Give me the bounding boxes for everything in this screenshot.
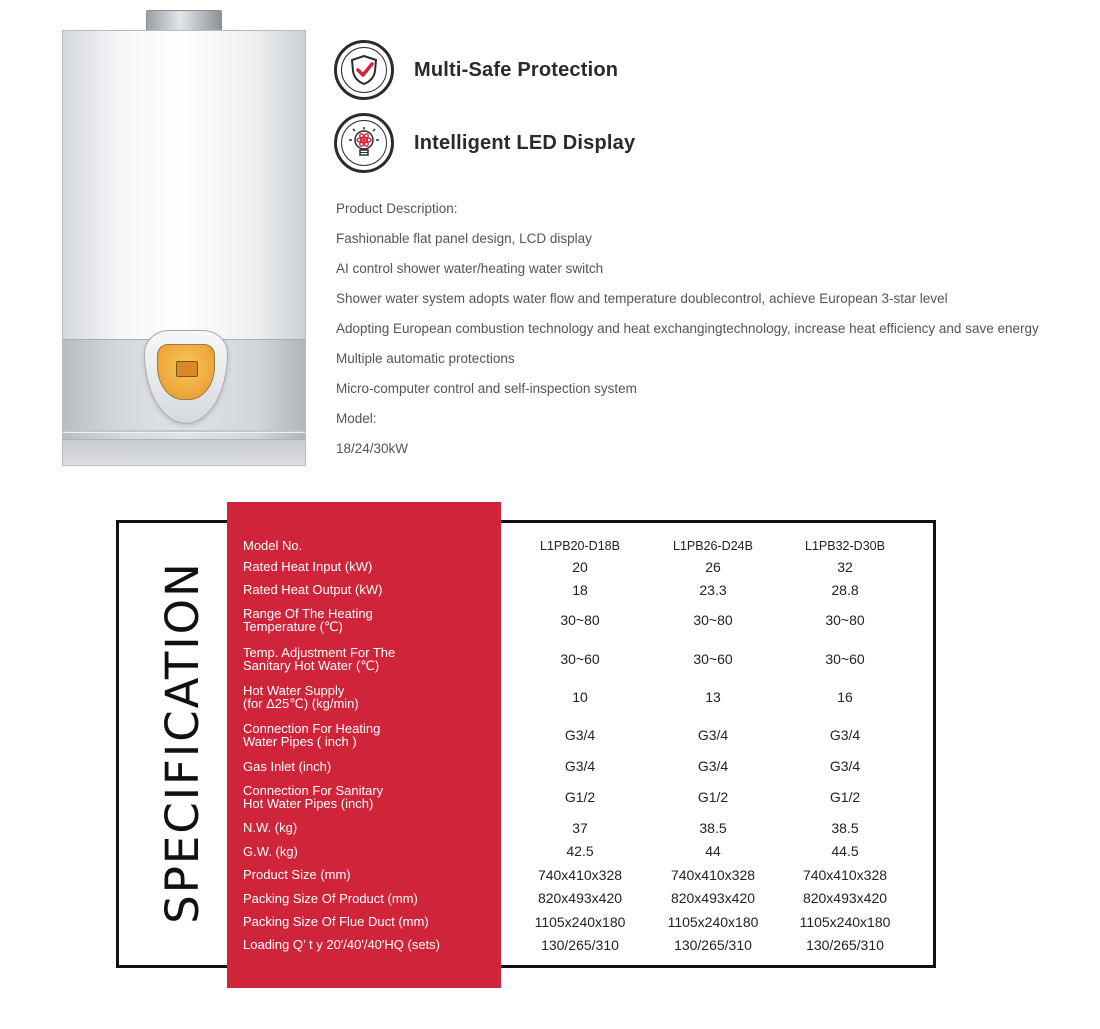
spec-label-line: Product Size (mm): [243, 867, 351, 882]
spec-value: 28.8: [831, 581, 859, 598]
spec-value: 740x410x328: [537, 866, 623, 883]
spec-value: G3/4: [564, 727, 596, 743]
description-line: Adopting European combustion technology and heat exchangingtechnology, increase heat efficiency and save energy: [336, 321, 1039, 336]
feature-multi-safe: [334, 40, 618, 100]
spec-value: 20: [572, 558, 588, 575]
spec-label-line: Water Pipes ( inch ): [243, 734, 357, 749]
description-line: Fashionable flat panel design, LCD display: [336, 231, 592, 246]
spec-row: [243, 816, 859, 839]
spec-label: [243, 784, 513, 810]
spec-value: 820x493x420: [802, 890, 888, 906]
spec-label: [243, 646, 513, 672]
spec-model-number: L1PB20-D18B: [540, 538, 620, 553]
led-bulb-icon: [347, 126, 381, 160]
spec-title: SPECIFICATION: [155, 560, 209, 924]
spec-value: 1105x240x180: [799, 913, 891, 930]
spec-label-line: Hot Water Supply: [243, 683, 345, 698]
spec-value: 30~60: [693, 650, 733, 667]
spec-label-line: Rated Heat Input (kW): [243, 559, 373, 574]
spec-label-line: Model No.: [243, 538, 303, 553]
model-heading: Model:: [336, 411, 377, 426]
description-line: Micro-computer control and self-inspection system: [336, 381, 637, 396]
spec-row: [243, 863, 888, 886]
spec-value: G3/4: [564, 758, 596, 774]
spec-model-number: L1PB26-D24B: [673, 538, 753, 553]
feature-label: Intelligent LED Display: [414, 131, 636, 154]
spec-label: [243, 892, 513, 905]
spec-label-line: G.W. (kg): [243, 843, 298, 859]
description-line: Multiple automatic protections: [336, 351, 515, 366]
spec-label-line: Range Of The Heating: [243, 606, 373, 621]
spec-value: G3/4: [829, 758, 861, 774]
spec-value: 44: [705, 843, 721, 859]
spec-model-number: L1PB32-D30B: [805, 538, 885, 553]
spec-label-line: Packing Size Of Flue Duct (mm): [243, 914, 429, 929]
spec-value: G3/4: [829, 727, 861, 743]
spec-row: [243, 639, 865, 678]
product-image: [62, 10, 306, 466]
spec-label-line: Temp. Adjustment For The: [243, 644, 396, 660]
spec-value: G3/4: [697, 758, 729, 774]
spec-value: 30~60: [560, 650, 600, 667]
model-value: 18/24/30kW: [336, 441, 409, 456]
spec-value: 42.5: [566, 843, 594, 859]
spec-value: 38.5: [831, 819, 859, 836]
spec-label-line: Connection For Heating: [243, 721, 381, 736]
spec-value: 820x493x420: [670, 890, 756, 906]
spec-value: 130/265/310: [806, 936, 884, 953]
spec-value: 30~80: [560, 612, 600, 628]
spec-row: [243, 910, 891, 933]
spec-value: 10: [572, 689, 588, 705]
spec-value: 30~60: [825, 650, 865, 667]
spec-value: G1/2: [564, 789, 596, 805]
spec-value: 13: [705, 689, 721, 705]
spec-row: [243, 754, 861, 778]
flue-pipe: [146, 10, 222, 32]
spec-label-line: Temperature (℃): [243, 619, 343, 634]
spec-label-line: Rated Heat Output (kW): [243, 582, 383, 597]
product-description: [336, 199, 1076, 469]
spec-value: G1/2: [829, 789, 861, 805]
spec-label: [243, 607, 513, 633]
spec-label-line: Loading Q’ t y 20'/40'/40'HQ (sets): [243, 937, 441, 952]
spec-label: [243, 821, 513, 834]
spec-row: [243, 886, 888, 910]
spec-label-line: Sanitary Hot Water (℃): [243, 657, 380, 673]
spec-label: [243, 915, 513, 928]
spec-value: 30~80: [693, 612, 733, 628]
spec-row: [243, 716, 861, 754]
spec-value: 32: [837, 558, 853, 575]
spec-label: [243, 868, 513, 881]
spec-value: 130/265/310: [674, 936, 752, 953]
feature-label: Multi-Safe Protection: [414, 58, 619, 81]
spec-label: [243, 938, 513, 951]
spec-value: 740x410x328: [802, 866, 888, 883]
spec-label-line: Packing Size Of Product (mm): [243, 890, 418, 906]
spec-row: [243, 933, 884, 956]
spec-label-line: N.W. (kg): [243, 820, 298, 835]
spec-value: 1105x240x180: [667, 913, 759, 930]
spec-row: [243, 555, 853, 578]
spec-label-line: (for Δ25℃) (kg/min): [243, 696, 359, 711]
spec-label: [243, 560, 513, 573]
spec-header-row: [243, 536, 885, 555]
spec-row: [243, 678, 853, 716]
spec-label: [243, 845, 513, 858]
spec-label: [243, 722, 513, 748]
spec-value: 37: [572, 819, 588, 836]
spec-table: [243, 536, 891, 956]
spec-value: G3/4: [697, 727, 729, 743]
spec-row: [243, 778, 861, 816]
spec-label: [243, 583, 513, 596]
spec-value: 130/265/310: [541, 936, 619, 953]
spec-value: 26: [705, 558, 721, 575]
description-heading: Product Description:: [336, 201, 458, 216]
spec-value: 18: [572, 581, 588, 598]
spec-row: [243, 839, 859, 863]
spec-value: 44.5: [831, 843, 859, 859]
shield-check-icon: [349, 54, 379, 86]
spec-label: [243, 539, 513, 552]
description-line: AI control shower water/heating water switch: [336, 261, 604, 276]
spec-label: [243, 760, 513, 773]
spec-value: 23.3: [699, 581, 727, 598]
spec-value: 1105x240x180: [534, 913, 626, 930]
feature-led-display: [334, 113, 635, 173]
spec-row: [243, 601, 865, 639]
spec-value: 38.5: [699, 819, 727, 836]
spec-label-line: Hot Water Pipes (inch): [243, 796, 374, 811]
spec-value: 820x493x420: [537, 890, 623, 906]
spec-value: 16: [837, 689, 853, 705]
spec-value: G1/2: [697, 789, 729, 805]
spec-label: [243, 684, 513, 710]
spec-value: 30~80: [825, 612, 865, 628]
description-line: Shower water system adopts water flow and temperature doublecontrol, achieve European 3-star level: [336, 291, 948, 306]
spec-label-line: Gas Inlet (inch): [243, 758, 332, 774]
spec-value: 740x410x328: [670, 866, 756, 883]
spec-label-line: Connection For Sanitary: [243, 783, 384, 798]
spec-row: [243, 578, 859, 601]
